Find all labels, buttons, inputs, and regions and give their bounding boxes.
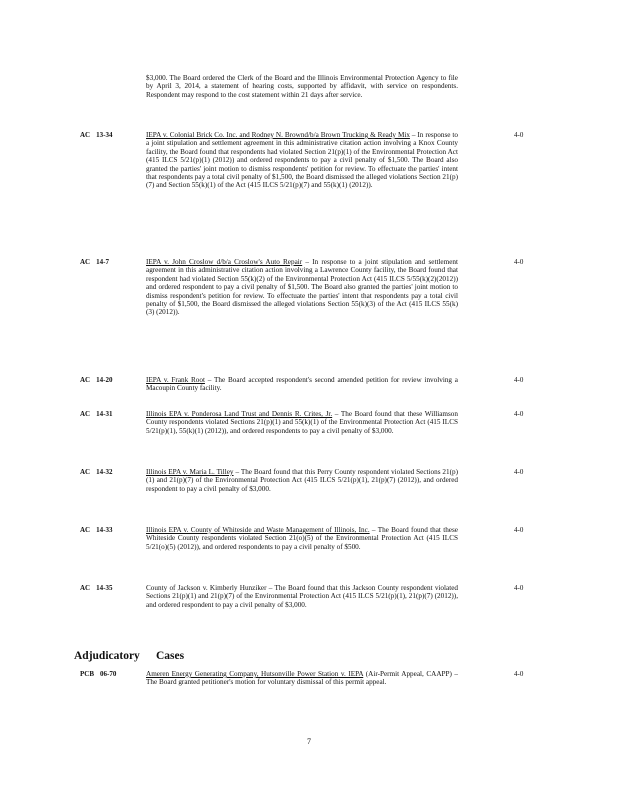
- vote-tally: 4-0: [514, 584, 524, 592]
- docket-number: 14-32: [96, 468, 113, 476]
- case-summary: [146, 584, 458, 609]
- case-docket: [80, 410, 140, 418]
- docket-number: 14-7: [96, 258, 109, 266]
- case-summary: [146, 131, 458, 190]
- case-text: – The Board found that these Williamson County respondents violated Sections 21(p)(1) and 55(k)(1) of the Environmental Protection Act (415 ILCS 5/21(p)(1), 55(k)(1) (2012)), and ordered respondents to pay a civil penalty of $3,000.: [146, 410, 458, 435]
- docket-number: 14-33: [96, 526, 113, 534]
- vote-tally: 4-0: [514, 526, 524, 534]
- case-summary: [146, 670, 458, 687]
- case-caption: IEPA v. Frank Root: [146, 376, 205, 384]
- docket-number: 14-31: [96, 410, 113, 418]
- case-caption: Illinois EPA v. County of Whiteside and Waste Management of Illinois, Inc.: [146, 526, 370, 534]
- docket-prefix: AC: [80, 468, 91, 476]
- case-caption: IEPA v. John Croslow d/b/a Croslow's Auto Repair: [146, 258, 303, 266]
- case-text: – The Board found that this Jackson County respondent violated Sections 21(p)(1) and 21(p)(7) of the Environmental Protection Act (415 ILCS 5/21(p)(1), 21(p)(7) (2012)), and ordered respondent to pay a civil penalty of $3,000.: [146, 584, 458, 609]
- case-text: – The Board accepted respondent's second amended petition for review involving a Macoupin County facility.: [146, 376, 458, 393]
- vote-tally: 4-0: [514, 468, 524, 476]
- docket-prefix: PCB: [80, 670, 94, 678]
- case-docket: [80, 376, 140, 384]
- case-docket: [80, 670, 140, 678]
- case-text: – The Board found that these Whiteside County respondents violated Section 21(o)(5) of the Environmental Protection Act (415 ILCS 5/21(o)(5) (2012)), and ordered respondents to pay a civil penalty of $500.: [146, 526, 458, 551]
- case-caption: IEPA v. Colonial Brick Co. Inc. and Rodney N. Brownd/b/a Brown Trucking & Ready Mix: [146, 131, 410, 139]
- section-heading-cases: Cases: [156, 650, 185, 662]
- case-text: – In response to a joint stipulation and settlement agreement in this administrative citation action involving a Knox County facility, the Board found that respondents had violated Section 21(p)(1) of the Environmental Protection Act (415 ILCS 5/21(p)(1) (2012)) and ordered respondents to pay a civil penalty of $1,500. The Board also granted the parties' joint motion to dismiss respondents' petition for review. To effectuate the parties' intent that respondents pay a total civil penalty of $1,500, the Board dismissed the alleged violations Section 21(p)(7) and Section 55(k)(1) of the Act (415 ILCS 5/21(p)(7) and 55(k)(1) (2012)).: [146, 131, 458, 190]
- section-heading: Adjudicatory: [74, 650, 140, 662]
- docket-prefix: AC: [80, 410, 91, 418]
- continuation-paragraph: $3,000. The Board ordered the Clerk of the Board and the Illinois Environmental Protection Agency to file by April 3, 2014, a statement of hearing costs, supported by affidavit, with service on respondents. Respondent may respond to the cost statement within 21 days after service.: [146, 74, 458, 99]
- docket-prefix: AC: [80, 131, 91, 139]
- case-text: (Air-Permit Appeal, CAAPP) – The Board granted petitioner's motion for voluntary dismissal of this permit appeal.: [146, 670, 459, 687]
- case-caption: Ameren Energy Generating Company, Hutsonville Power Station v. IEPA: [146, 670, 364, 678]
- vote-tally: 4-0: [514, 376, 524, 384]
- case-summary: [146, 376, 458, 393]
- case-summary: [146, 526, 458, 551]
- vote-tally: 4-0: [514, 131, 524, 139]
- case-summary: [146, 258, 458, 317]
- docket-prefix: AC: [80, 258, 91, 266]
- docket-number: 13-34: [96, 131, 113, 139]
- case-text: – The Board found that this Perry County respondent violated Sections 21(p)(1) and 21(p)(7) of the Environmental Protection Act (415 ILCS 5/21(p)(1), 21(p)(7) (2012)), and ordered respondent to pay a civil penalty of $3,000.: [146, 468, 458, 493]
- docket-number: 14-20: [96, 376, 113, 384]
- docket-prefix: AC: [80, 584, 91, 592]
- docket-number: 06-70: [100, 670, 117, 678]
- case-caption: Illinois EPA v. Ponderosa Land Trust and Dennis R. Crites, Jr.: [146, 410, 333, 418]
- case-docket: [80, 468, 140, 476]
- docket-prefix: AC: [80, 376, 91, 384]
- page-number: 7: [307, 737, 311, 746]
- case-caption: County of Jackson v. Kimberly Hunziker: [146, 584, 267, 592]
- vote-tally: 4-0: [514, 410, 524, 418]
- docket-number: 14-35: [96, 584, 113, 592]
- vote-tally: 4-0: [514, 670, 524, 678]
- case-docket: [80, 526, 140, 534]
- docket-prefix: AC: [80, 526, 91, 534]
- case-docket: [80, 258, 140, 266]
- case-docket: [80, 584, 140, 592]
- case-summary: [146, 410, 458, 435]
- case-caption: Illinois EPA v. Maria L. Tilley: [146, 468, 234, 476]
- case-text: – In response to a joint stipulation and settlement agreement in this administrative citation action involving a Lawrence County facility, the Board found that respondent had violated Section 55(k)(2) of the Environmental Protection Act (415 ILCS 5/55(k)(2)(2012)) and ordered respondent to pay a civil penalty of $1,500. The Board also granted the parties' joint motion to dismiss respondent's petition for review. To effectuate the parties' intent that respondents pay a total civil penalty of $1,500, the Board dismissed the alleged violations Section 55(k)(3) of the Act (415 ILCS 55(k)(3) (2012)).: [146, 258, 458, 317]
- vote-tally: 4-0: [514, 258, 524, 266]
- case-summary: [146, 468, 458, 493]
- case-docket: [80, 131, 140, 139]
